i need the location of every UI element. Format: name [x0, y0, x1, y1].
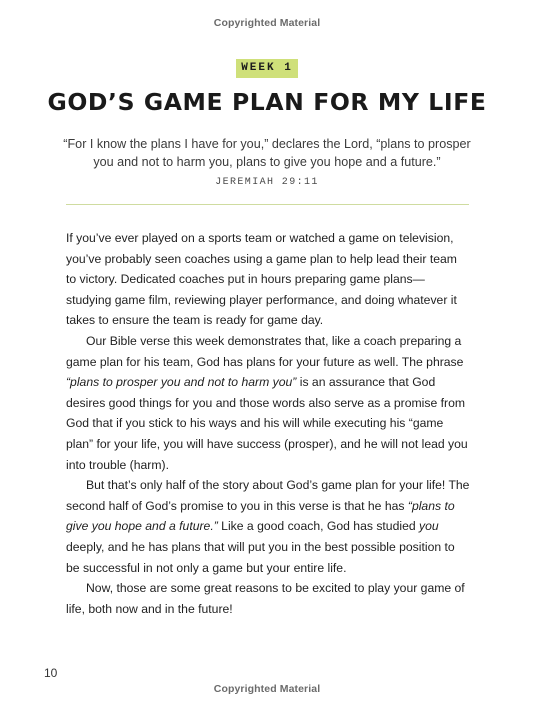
paragraph-2-text-b: is an assurance that God desires good things for you and those words also serve as a promise from God that if you stick to his ways and his will while executing his “game plan” for your life, you will have success (prosper), and he will not lead you into trouble (harm).: [66, 375, 468, 472]
scripture-reference: JEREMIAH 29:11: [215, 177, 319, 188]
body-text: [66, 228, 470, 619]
copyright-watermark-top: Copyrighted Material: [213, 17, 321, 29]
scripture-quote: “For I know the plans I have for you,” declares the Lord, “plans to prosper you and not to harm you, plans to give you hope and a future.”: [63, 137, 471, 169]
paragraph-2-text-a: Our Bible verse this week demonstrates that, like a coach preparing a game plan for his team, God has plans for your future as well. The phrase: [66, 333, 464, 369]
paragraph-3-text-b: Like a good coach, God has studied: [217, 519, 420, 534]
paragraph-3: [66, 475, 470, 578]
section-divider: [66, 204, 469, 205]
paragraph-4: Now, those are some great reasons to be excited to play your game of life, both now and in the future!: [66, 581, 465, 616]
paragraph-3-text-c: deeply, and he has plans that will put you in the best possible position to be successful in not only a game but your entire life.: [66, 539, 455, 575]
chapter-title: GOD’S GAME PLAN FOR MY LIFE: [47, 88, 487, 116]
paragraph-2-emphasis: “plans to prosper you and not to harm you”: [66, 375, 297, 390]
paragraph-3-text-a: But that’s only half of the story about God’s game plan for your life! The second half of God’s promise to you in this verse is that he has: [66, 478, 470, 513]
paragraph-3-emphasis-2: you: [419, 519, 439, 534]
week-label-badge: WEEK 1: [236, 59, 298, 78]
paragraph-3-emphasis-1: “plans to give you hope and a future.”: [66, 498, 455, 534]
copyright-watermark-bottom: Copyrighted Material: [213, 683, 321, 695]
paragraph-2: [66, 331, 470, 475]
paragraph-1: If you’ve ever played on a sports team or watched a game on television, you’ve probably seen coaches using a game plan to help lead their team to victory. Dedicated coaches put in hours preparing game plans—studying game film, reviewing player performance, and doing whatever it takes to ensure the team is ready for game day.: [66, 231, 457, 328]
page-number: 10: [44, 666, 58, 680]
